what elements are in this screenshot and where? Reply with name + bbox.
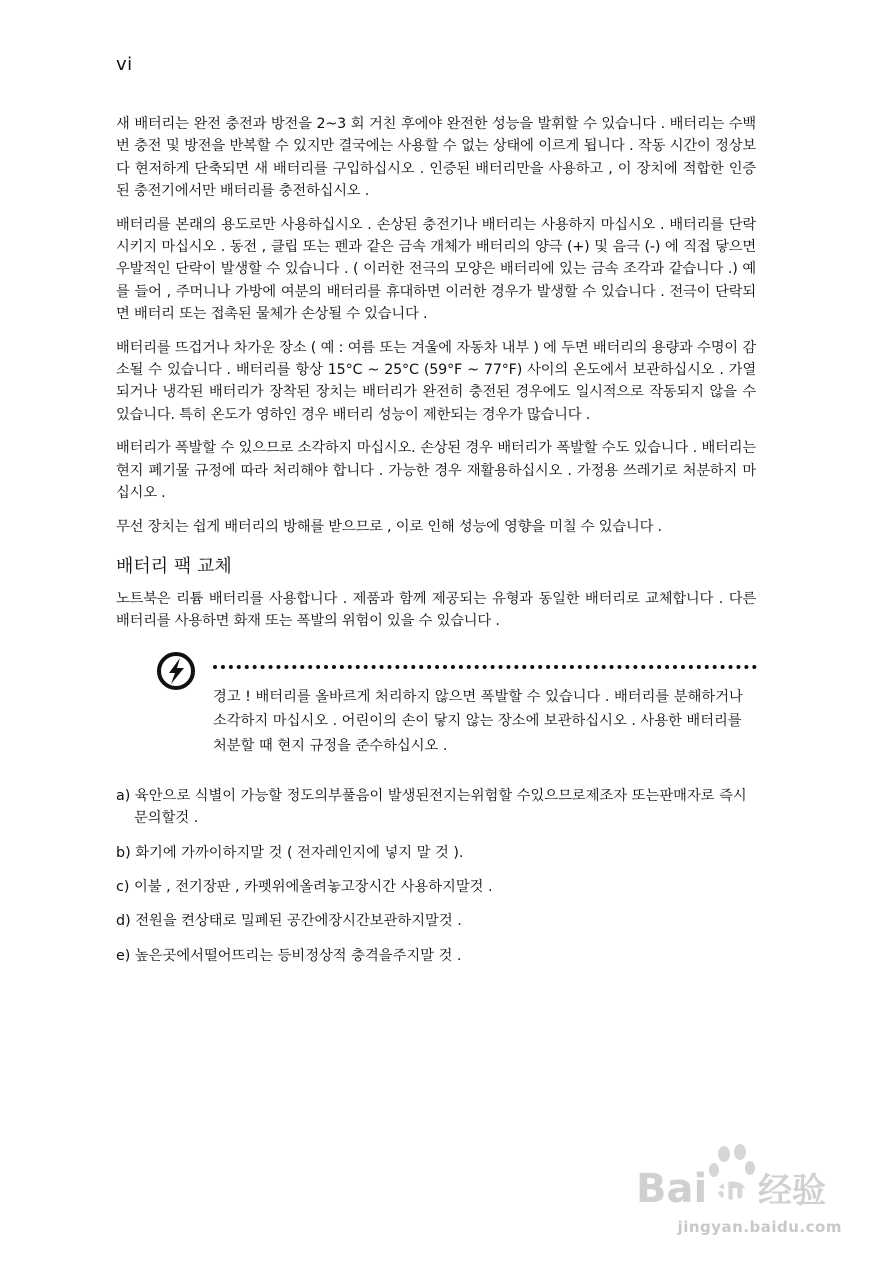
baidu-logo-jingyan: 经验 xyxy=(758,1171,826,1211)
paragraph-disposal: 배터리가 폭발할 수 있으므로 소각하지 마십시오. 손상된 경우 배터리가 폭발할 수도 있습니다 . 배터리는 현지 폐기물 규정에 따라 처리해야 합니다 . 가능한 경우 재활용하십시오 . 가정용 쓰레기로 처분하지 마십시오 . xyxy=(116,440,756,502)
section-body: 노트북은 리튬 배터리를 사용합니다 . 제품과 함께 제공되는 유형과 동일한 배터리로 교체합니다 . 다른 배터리를 사용하면 화재 또는 폭발의 위험이 있을 수 있습니다 . xyxy=(116,590,756,630)
list-item: d) 전원을 켠상태로 밀폐된 공간에장시간보관하지말것 . xyxy=(116,913,462,930)
paragraph-short-circuit: 배터리를 본래의 용도로만 사용하십시오 . 손상된 충전기나 배터리는 사용하지 마십시오 . 배터리를 단락시키지 마십시오 . 동전 , 클립 또는 펜과 같은 금속 개체가 배터리의 양극 (+) 및 음극 (-) 에 직접 닿으면 우발적인 단락이 발생할 수 있습니다 . ( 이러한 전극의 모양은 배터리에 있는 금속 조각과 같습니다 .) 예를 들어 , 주머니나 가방에 여분의 배터리를 휴대하면 이러한 경우가 발생할 수 있습니다 . 전극이 단락되면 배터리 또는 접촉된 물체가 손상될 수 있습니다 . xyxy=(116,216,756,323)
list-item: a) 육안으로 식별이 가능할 정도의부풀음이 발생된전지는위험할 수있으므로제조자 또는판매자로 즉시 문의할것 . xyxy=(116,787,747,827)
baidu-watermark xyxy=(632,1140,842,1250)
warning-box xyxy=(116,651,756,755)
paragraph-temperature: 배터리를 뜨겁거나 차가운 장소 ( 예 : 여름 또는 겨울에 자동차 내부 ) 에 두면 배터리의 용량과 수명이 감소될 수 있습니다 . 배터리를 항상 15°C ~ 25°C (59°F ~ 77°F) 사이의 온도에서 보관하십시오 . 가열되거나 냉각된 배터리가 장착된 장치는 배터리가 완전히 충전된 경우에도 일시적으로 작동되지 않을 수 있습니다. 특히 온도가 영하인 경우 배터리 성능이 제한되는 경우가 많습니다 . xyxy=(116,339,756,423)
page-number: vi xyxy=(116,54,133,75)
lightning-warning-icon xyxy=(156,651,196,691)
paragraph-wireless: 무선 장치는 쉽게 배터리의 방해를 받으므로 , 이로 인해 성능에 영향을 미칠 수 있습니다 . xyxy=(116,518,662,535)
section-heading: 배터리 팩 교체 xyxy=(116,555,232,577)
list-item: c) 이불 , 전기장판 , 카펫위에올려놓고장시간 사용하지말것 . xyxy=(116,878,493,895)
paragraph-charge-cycles: 새 배터리는 완전 충전과 방전을 2~3 회 거친 후에야 완전한 성능을 발휘할 수 있습니다 . 배터리는 수백 번 충전 및 방전을 반복할 수 있지만 결국에는 사용할 수 없는 상태에 이르게 됩니다 . 작동 시간이 정상보다 현저하게 단축되면 새 배터리를 구입하십시오 . 인증된 배터리만을 사용하고 , 이 장치에 적합한 인증된 충전기에서만 배터리를 충전하십시오 . xyxy=(116,116,756,200)
document-body xyxy=(116,113,756,979)
baidu-logo-du: du xyxy=(712,1179,750,1209)
safety-list xyxy=(116,785,756,967)
warning-text: 경고 ! 배터리를 올바르게 처리하지 않으면 폭발할 수 있습니다 . 배터리를 분해하거나 소각하지 마십시오 . 어린이의 손이 닿지 않는 장소에 보관하십시오 . 사용한 배터리를 처분할 때 현지 규정을 준수하십시오 . xyxy=(213,688,743,754)
baidu-logo-wordmark: Bai xyxy=(636,1166,708,1212)
warning-divider xyxy=(213,665,757,669)
baidu-logo xyxy=(632,1140,842,1220)
list-item: e) 높은곳에서떨어뜨리는 등비정상적 충격을주지말 것 . xyxy=(116,947,462,964)
watermark-url: jingyan.baidu.com xyxy=(677,1218,842,1236)
list-item: b) 화기에 가까이하지말 것 ( 전자레인지에 넣지 말 것 ). xyxy=(116,844,464,861)
